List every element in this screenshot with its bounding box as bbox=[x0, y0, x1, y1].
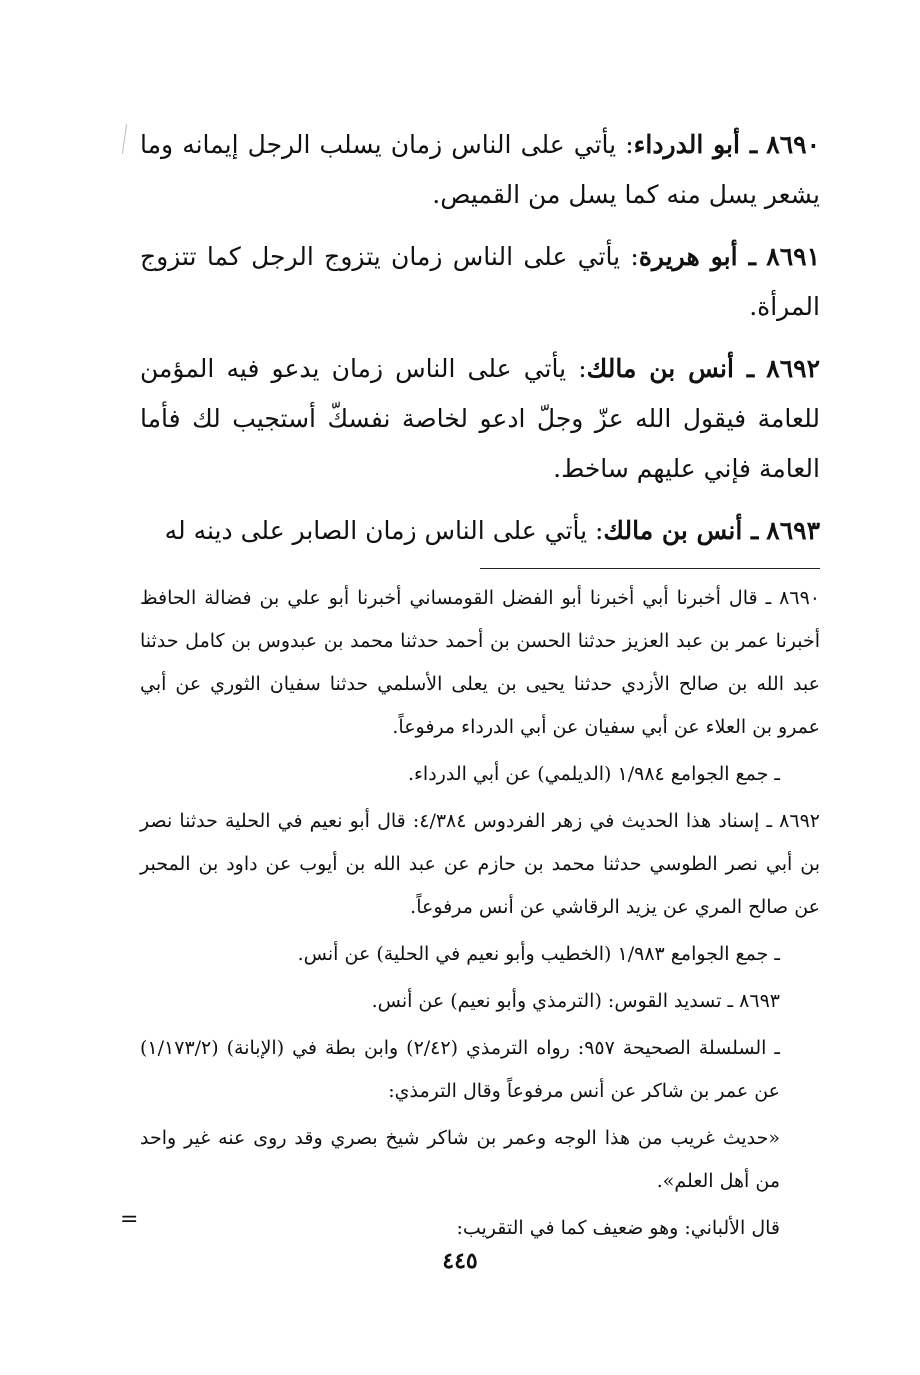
entry-text: يأتي على الناس زمان يتزوج الرجل كما تتزوج المرأة. bbox=[140, 242, 820, 321]
footnote: ٨٦٩٢ ـ إسناد هذا الحديث في زهر الفردوس ٤/٣٨٤: قال أبو نعيم في الحلية حدثنا نصر بن أبي نصر الطوسي حدثنا محمد بن حازم عن عبد الله بن أيوب عن داود بن المحبر عن صالح المري عن يزيد الرقاشي عن أنس مرفوعاً. bbox=[140, 810, 820, 918]
footnotes bbox=[120, 577, 820, 1250]
main-text bbox=[140, 120, 820, 556]
footnote: ـ جمع الجوامع ١/٩٨٣ (الخطيب وأبو نعيم في الحلية) عن أنس. bbox=[297, 943, 780, 965]
entry-text: يأتي على الناس زمان يسلب الرجل إيمانه وما يشعر يسل منه كما يسل من القميص. bbox=[140, 130, 820, 209]
continuation-mark: = bbox=[120, 1207, 139, 1232]
entry-text: يأتي على الناس زمان يدعو فيه المؤمن للعامة فيقول الله عزّ وجلّ ادعو لخاصة نفسكّ أستجيب لك فأما العامة فإني عليهم ساخط. bbox=[140, 354, 820, 483]
footnote-last-line bbox=[120, 1207, 820, 1250]
entry-narrator: أنس بن مالك bbox=[586, 354, 734, 383]
entry-text: يأتي على الناس زمان الصابر على دينه له bbox=[164, 516, 588, 545]
entry-narrator: أنس بن مالك bbox=[603, 516, 743, 545]
entry-narrator: أبو هريرة bbox=[638, 242, 738, 271]
hadith-entry-8693: ٨٦٩٣ ـ أنس بن مالك: يأتي على الناس زمان الصابر على دينه له bbox=[164, 516, 820, 545]
footnote: «حديث غريب من هذا الوجه وعمر بن شاكر شيخ بصري وقد روى عنه غير واحد من أهل العلم». bbox=[140, 1127, 780, 1192]
margin-mark bbox=[122, 124, 129, 154]
footnote: ـ السلسلة الصحيحة ٩٥٧: رواه الترمذي (٢/٤٢) وابن بطة في (الإبانة) (١/١٧٣/٢) عن عمر بن شاكر عن أنس مرفوعاً وقال الترمذي: bbox=[140, 1037, 780, 1102]
footnote: ٨٦٩٠ ـ قال أخبرنا أبي أخبرنا أبو الفضل القومساني أخبرنا أبو علي بن فضالة الحافظ أخبرنا عمر بن عبد العزيز حدثنا الحسن بن أحمد حدثنا محمد بن عبدوس بن كامل حدثنا عبد الله بن صالح الأزدي حدثنا يحيى بن يعلى الأسلمي حدثنا سفيان الثوري عن أبي عمرو بن العلاء عن أبي سفيان عن أبي الدرداء مرفوعاً. bbox=[140, 587, 820, 738]
footnote: قال الألباني: وهو ضعيف كما في التقريب: bbox=[456, 1217, 780, 1239]
footnote-separator bbox=[480, 568, 820, 569]
entry-number: ٨٦٩١ bbox=[766, 242, 820, 271]
entry-narrator: أبو الدرداء bbox=[633, 130, 740, 159]
hadith-entry-8692: ٨٦٩٢ ـ أنس بن مالك: يأتي على الناس زمان يدعو فيه المؤمن للعامة فيقول الله عزّ وجلّ ادعو لخاصة نفسكّ أستجيب لك فأما العامة فإني عليهم ساخط. bbox=[140, 354, 821, 483]
page-number: ٤٤٥ bbox=[442, 1248, 478, 1274]
hadith-entry-8690: ٨٦٩٠ ـ أبو الدرداء: يأتي على الناس زمان يسلب الرجل إيمانه وما يشعر يسل منه كما يسل من القميص. bbox=[140, 130, 820, 209]
hadith-entry-8691: ٨٦٩١ ـ أبو هريرة: يأتي على الناس زمان يتزوج الرجل كما تتزوج المرأة. bbox=[140, 242, 820, 321]
footnote: ـ جمع الجوامع ١/٩٨٤ (الديلمي) عن أبي الدرداء. bbox=[407, 763, 780, 785]
entry-number: ٨٦٩٢ bbox=[766, 354, 821, 383]
entry-number: ٨٦٩٠ bbox=[766, 130, 820, 159]
entry-number: ٨٦٩٣ bbox=[766, 516, 820, 545]
page-body bbox=[120, 120, 821, 1254]
footnote: ٨٦٩٣ ـ تسديد القوس: (الترمذي وأبو نعيم) عن أنس. bbox=[371, 990, 780, 1012]
